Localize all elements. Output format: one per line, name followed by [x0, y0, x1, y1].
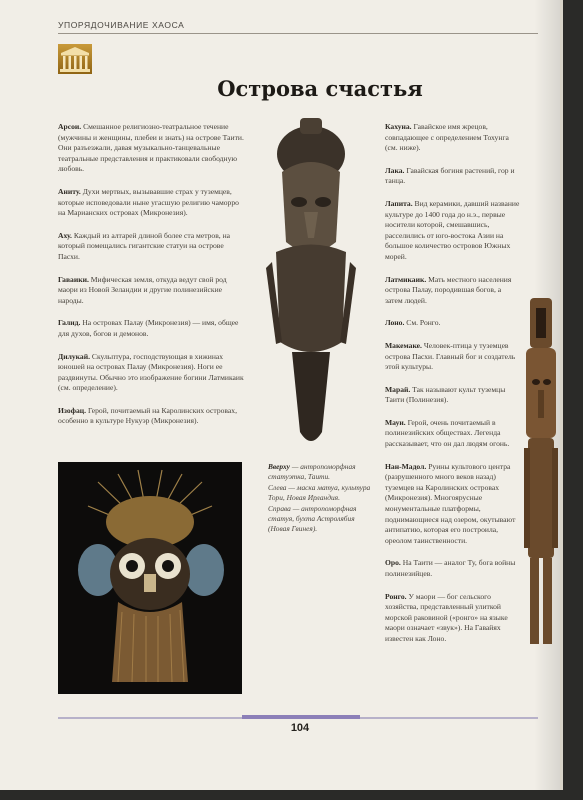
glossary-entry: [385, 341, 520, 373]
glossary-entry: [58, 406, 244, 427]
glossary-term: Галид.: [58, 318, 81, 328]
glossary-definition: Так называют культ туземцы Таити (Полинезия).: [385, 384, 506, 405]
glossary-term: Арсои.: [58, 122, 82, 131]
glossary-term: Лоно.: [385, 318, 405, 328]
glossary-entry: [385, 592, 520, 645]
glossary-definition: Каждый из алтарей длиной более ста метров, на который помещались гигантские статуи на острове Пасхи.: [58, 230, 231, 261]
glossary-term: Макемаке.: [385, 340, 422, 350]
glossary-definition: Вид керамики, давший название культуре до 1400 года до н.э., первые носители которой, смешавшись, расселились от юго-востока Азии на большое количество островов Южных морей.: [385, 198, 520, 261]
caption-text: — антропоморфная статуэтка, Таити.: [268, 462, 356, 482]
glossary-definition: Смешанное религиозно-театральное течение (мужчины и женщины, плебеи и знать) на острове Таити. Они разъезжали, давая музыкально-танцевальные театральные представления и практиковали свободную любовь.: [58, 122, 244, 174]
glossary-definition: Герой, очень почитаемый в полинезийских обществах. Легенда рассказывает, что он дал людям огонь.: [385, 417, 510, 449]
glossary-term: Марай.: [385, 384, 411, 394]
glossary-definition: Духи мертвых, вызывавшие страх у туземцев, которые исповедовали ныне угасшую религию чаморро на Марианских островах (Микронезия).: [58, 186, 239, 218]
caption-lead: Вверху: [268, 462, 290, 471]
glossary-entry: [58, 275, 244, 307]
glossary-definition: Гавайская богиня растений, гор и танца.: [385, 165, 515, 186]
statue-photo: [520, 298, 562, 648]
glossary-definition: Скульптура, господствующая в хижинах юношей на островах Палау (Микронезия). Ноги ее раздвинуты. Обычно это изображение богини Латмикаик (см. определение).: [58, 351, 244, 393]
glossary-definition: Мифическая земля, откуда ведут свой род маори из Новой Зеландии и другие полинезийские народы.: [58, 274, 227, 305]
glossary-definition: См. Ронго.: [406, 318, 441, 328]
glossary-entry: [385, 199, 520, 263]
glossary-definition: Мать местного населения острова Палау, породившая богов, а затем людей.: [385, 274, 512, 305]
glossary-term: Лака.: [385, 165, 405, 175]
mask-photo: [58, 462, 242, 694]
glossary-entry: [58, 352, 244, 394]
glossary-term: Дилукай.: [58, 351, 90, 361]
glossary-definition: Гавайское имя жрецов, совпадающее с определением Тохунга (см. ниже).: [385, 122, 509, 153]
glossary-definition: Человек-птица у туземцев острова Пасхи. Главный бог и создатель этой культуры.: [385, 340, 516, 372]
glossary-definition: Герой, почитаемый на Каролинских островах, особенно в культуре Нукуэр (Микронезия).: [58, 405, 237, 426]
caption-line: [268, 462, 372, 483]
glossary-entry: [58, 122, 244, 175]
glossary-term: Кахуна.: [385, 122, 412, 131]
glossary-definition: Руины культового центра (разрушенного много веков назад) туземцев на Каролинских островах (Микронезия). Многоярусные монументальные платформы, поднимающиеся над озером, окутывают антипатию, которая его построила, ореолом таинственности.: [385, 461, 516, 545]
glossary-right-column: [385, 122, 520, 657]
glossary-definition: У маори — бог сельского хозяйства, представленный улиткой морской раковиной («ронго» на языке маори означает «звук»). На Гавайях известен как Лоно.: [385, 591, 508, 643]
glossary-term: Ронго.: [385, 591, 407, 601]
caption-line: Слева — маска матуа, культура Тори, Новая Ирландия.: [268, 482, 371, 503]
glossary-entry: [385, 462, 520, 547]
footer-accent-bar: [242, 715, 360, 719]
glossary-term: Мауи.: [385, 417, 406, 427]
glossary-definition: На островах Палау (Микронезия) — имя, общее для духов, богов и демонов.: [58, 318, 239, 338]
glossary-entry: [385, 385, 520, 406]
glossary-entry: [58, 187, 244, 219]
glossary-entry: [385, 558, 520, 579]
statuette-photo: [252, 112, 370, 454]
glossary-term: Латмикаик.: [385, 274, 427, 284]
header-rule: [58, 33, 538, 34]
glossary-term: Лапита.: [385, 198, 413, 208]
glossary-term: Аниту.: [58, 186, 81, 196]
glossary-entry: [58, 231, 244, 263]
glossary-left-column: [58, 122, 244, 439]
glossary-term: Гаваики.: [58, 274, 89, 284]
glossary-entry: [385, 275, 520, 307]
glossary-definition: На Таити — аналог Ту, бога войны полинезийцев.: [385, 558, 516, 578]
caption-line: Справа — антропоморфная статуя, бухта Астролябия (Новая Гвинея).: [268, 503, 357, 534]
glossary-term: Нан-Мадол.: [385, 461, 427, 471]
photo-caption: [268, 462, 372, 535]
glossary-entry: [58, 318, 244, 339]
temple-icon: [58, 44, 92, 74]
page-title: Острова счастья: [217, 76, 423, 101]
glossary-term: Изофац.: [58, 405, 87, 415]
running-head: УПОРЯДОЧИВАНИЕ ХАОСА: [58, 20, 185, 30]
page-number: 104: [290, 722, 310, 734]
glossary-term: Аху.: [58, 230, 72, 240]
glossary-entry: [385, 318, 520, 329]
glossary-entry: [385, 166, 520, 187]
glossary-entry: [385, 122, 520, 154]
glossary-entry: [385, 418, 520, 450]
glossary-term: Оро.: [385, 558, 401, 568]
